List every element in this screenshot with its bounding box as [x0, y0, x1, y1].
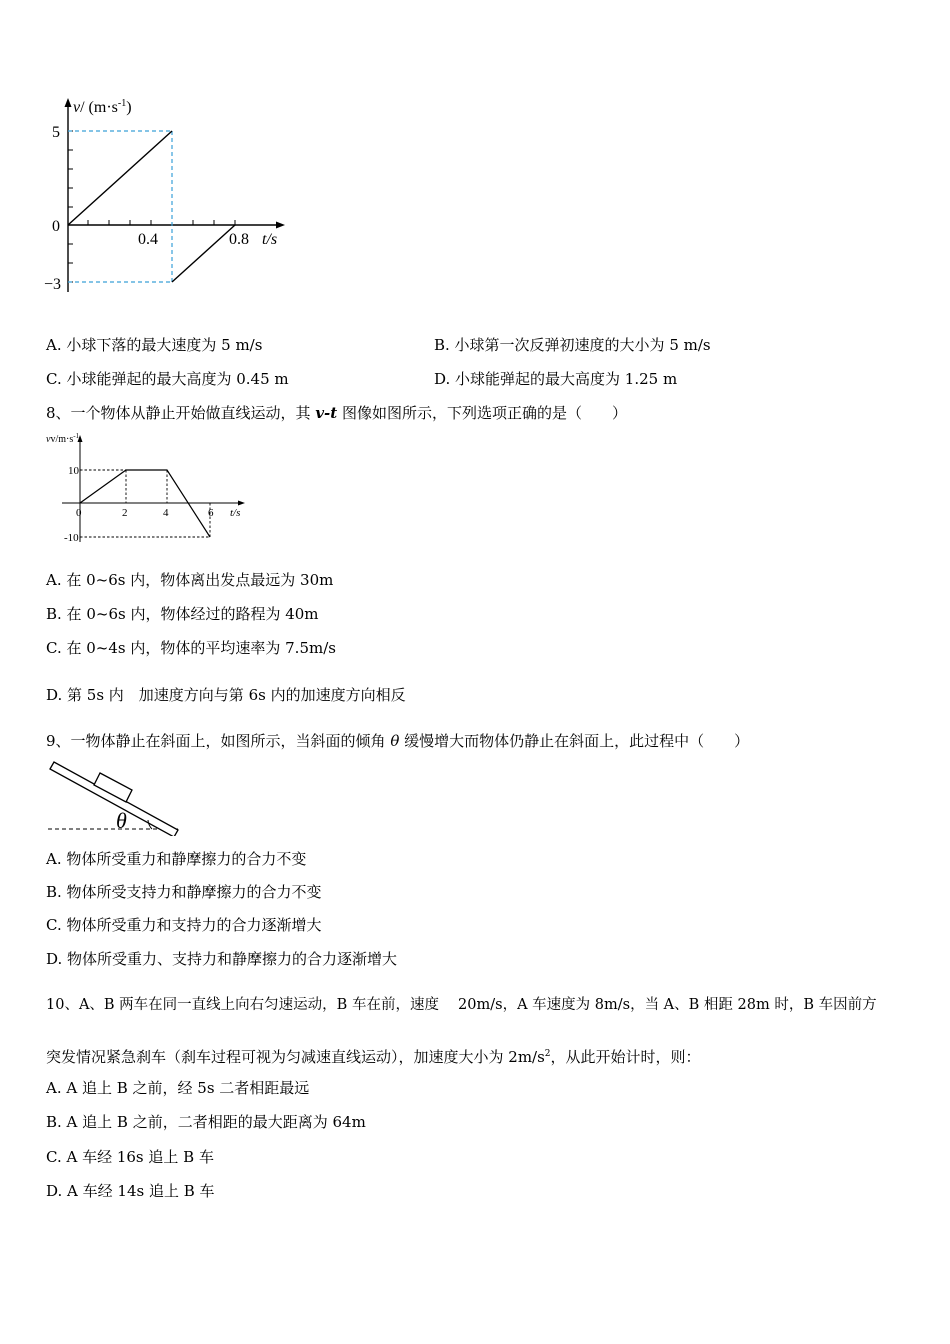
fig1-tick-0: 0: [52, 218, 60, 235]
q7-option-c: C. 小球能弹起的最大高度为 0.45 m: [46, 370, 289, 388]
fig2-y-label: $vv/m\cdot s^{-1}$: [46, 432, 80, 445]
fig2-tick-6: 6: [208, 507, 214, 519]
fig2-tick-0: 0: [76, 507, 82, 519]
q9-option-a: A. 物体所受重力和静摩擦力的合力不变: [46, 850, 307, 868]
q10-stem-line1: 10、A、B 两车在同一直线上向右匀速运动，B 车在前，速度 20m/s，A 车速度为 8m/s，当 A、B 相距 28m 时，B 车因前方: [46, 997, 877, 1013]
figure-vt-graph-q8: [40, 430, 255, 545]
fig1-line-fall: [68, 131, 172, 225]
q10-option-b: B. A 追上 B 之前，二者相距的最大距离为 64m: [46, 1113, 366, 1131]
q9-option-c: C. 物体所受重力和支持力的合力逐渐增大: [46, 916, 322, 934]
q9-option-d: D. 物体所受重力、支持力和静摩擦力的合力逐渐增大: [46, 950, 398, 968]
fig3-incline-plank: [50, 762, 178, 836]
fig1-tick-m3: −3: [44, 276, 62, 293]
fig1-y-arrow: [65, 98, 72, 107]
figure-incline: [44, 756, 184, 836]
fig1-tick-04: 0.4: [138, 231, 158, 248]
fig2-tick-m10: -10: [64, 532, 79, 544]
q10-option-d: D. A 车经 14s 追上 B 车: [46, 1182, 215, 1200]
q10-option-c: C. A 车经 16s 追上 B 车: [46, 1148, 214, 1166]
fig1-line-bounce: [172, 225, 235, 282]
q7-option-d: D. 小球能弹起的最大高度为 1.25 m: [434, 370, 678, 388]
q8-stem: 8、一个物体从静止开始做直线运动，其 v-t 图像如图所示，下列选项正确的是（ ）: [46, 404, 627, 422]
q8-option-b: B. 在 0~6s 内，物体经过的路程为 40m: [46, 605, 319, 623]
q9-stem: 9、一物体静止在斜面上，如图所示，当斜面的倾角 θ 缓慢增大而物体仍静止在斜面上，此过程中（ ）: [46, 732, 750, 750]
fig3-theta-label: θ: [116, 808, 127, 833]
q8-option-d: D. 第 5s 内 加速度方向与第 6s 内的加速度方向相反: [46, 686, 406, 704]
fig1-x-arrow: [276, 222, 285, 229]
q10-option-a: A. A 追上 B 之前，经 5s 二者相距最远: [46, 1079, 310, 1097]
q8-option-c: C. 在 0~4s 内，物体的平均速率为 7.5m/s: [46, 639, 336, 657]
q7-option-a: A. 小球下落的最大速度为 5 m/s: [46, 336, 263, 354]
fig2-x-label: t/s: [230, 507, 241, 519]
fig2-tick-2: 2: [122, 507, 128, 519]
q9-option-b: B. 物体所受支持力和静摩擦力的合力不变: [46, 883, 322, 901]
fig2-tick-10: 10: [68, 465, 79, 477]
q10-stem-line2: 突发情况紧急刹车（刹车过程可视为匀减速直线运动），加速度大小为 $2m/s^2$，从此开始计时，则：: [46, 1048, 701, 1066]
fig1-y-label: v/ $(m\cdot s^{-1})$: [73, 98, 132, 116]
fig2-tick-4: 4: [163, 507, 169, 519]
q8-option-a: A. 在 0~6s 内，物体离出发点最远为 30m: [46, 571, 334, 589]
q7-option-b: B. 小球第一次反弹初速度的大小为 5 m/s: [434, 336, 711, 354]
fig2-x-arrow: [238, 501, 245, 506]
figure-vt-graph-bounce: [38, 92, 298, 302]
fig1-x-label: t/s: [262, 231, 278, 248]
fig1-tick-08: 0.8: [229, 231, 249, 248]
fig1-tick-5: 5: [52, 124, 60, 141]
